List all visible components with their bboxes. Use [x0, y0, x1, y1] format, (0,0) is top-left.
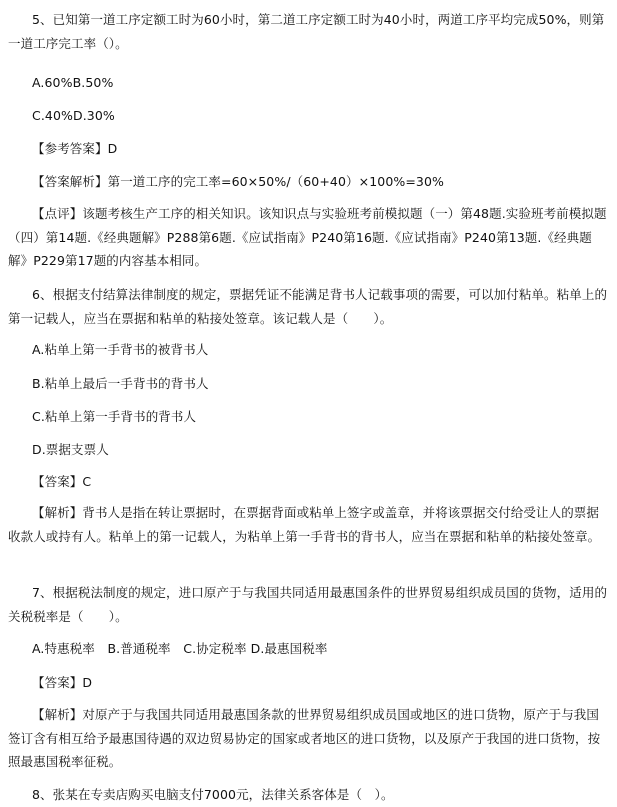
question-6-stem: 6、根据支付结算法律制度的规定，票据凭证不能满足背书人记载事项的需要，可以加付粘单。粘单上的第一记载人，应当在票据和粘单的粘接处签章。该记载人是（ ）。: [8, 287, 608, 326]
question-8-stem: 8、张某在专卖店购买电脑支付7000元，法律关系客体是（ ）。: [32, 787, 394, 802]
question-6-option-c: C.粘单上第一手背书的背书人: [32, 409, 197, 424]
question-7-stem: 7、根据税法制度的规定，进口原产于与我国共同适用最惠国条件的世界贸易组织成员国的货物，适用的关税税率是（ ）。: [8, 585, 608, 624]
question-7-answer: 【答案】D: [32, 675, 93, 690]
question-7-options: A.特惠税率 B.普通税率 C.协定税率 D.最惠国税率: [32, 641, 328, 656]
question-6-analysis: 【解析】背书人是指在转让票据时，在票据背面或粘单上签字或盖章，并将该票据交付给受让人的票据收款人或持有人。粘单上的第一记载人，为粘单上第一手背书的背书人，应当在票据和粘单的粘接处签章。: [8, 505, 601, 544]
question-6-option-b: B.粘单上最后一手背书的背书人: [32, 376, 209, 391]
question-5-comment: 【点评】该题考核生产工序的相关知识。该知识点与实验班考前模拟题（一）第48题.实验班考前模拟题（四）第14题.《经典题解》P288第6题.《应试指南》P240第16题.《应试指南》P240第13题.《经典题解》P229第17题的内容基本相同。: [8, 206, 607, 268]
question-5-analysis: 【答案解析】第一道工序的完工率=60×50%/（60+40）×100%=30%: [32, 174, 444, 189]
question-6-option-a: A.粘单上第一手背书的被背书人: [32, 342, 209, 357]
question-7-analysis: 【解析】对原产于与我国共同适用最惠国条款的世界贸易组织成员国或地区的进口货物，原产于与我国签订含有相互给予最惠国待遇的双边贸易协定的国家或者地区的进口货物，以及原产于我国的进口货物，按照最惠国税率征税。: [8, 707, 601, 769]
question-6-answer: 【答案】C: [32, 474, 92, 489]
question-5-stem: 5、已知第一道工序定额工时为60小时，第二道工序定额工时为40小时，两道工序平均完成50%，则第一道工序完工率（）。: [8, 12, 605, 51]
question-5-answer: 【参考答案】D: [32, 141, 118, 156]
question-5-options-ab: A.60%B.50%: [32, 75, 114, 90]
question-5-options-cd: C.40%D.30%: [32, 108, 115, 123]
question-6-option-d: D.票据支票人: [32, 442, 109, 457]
